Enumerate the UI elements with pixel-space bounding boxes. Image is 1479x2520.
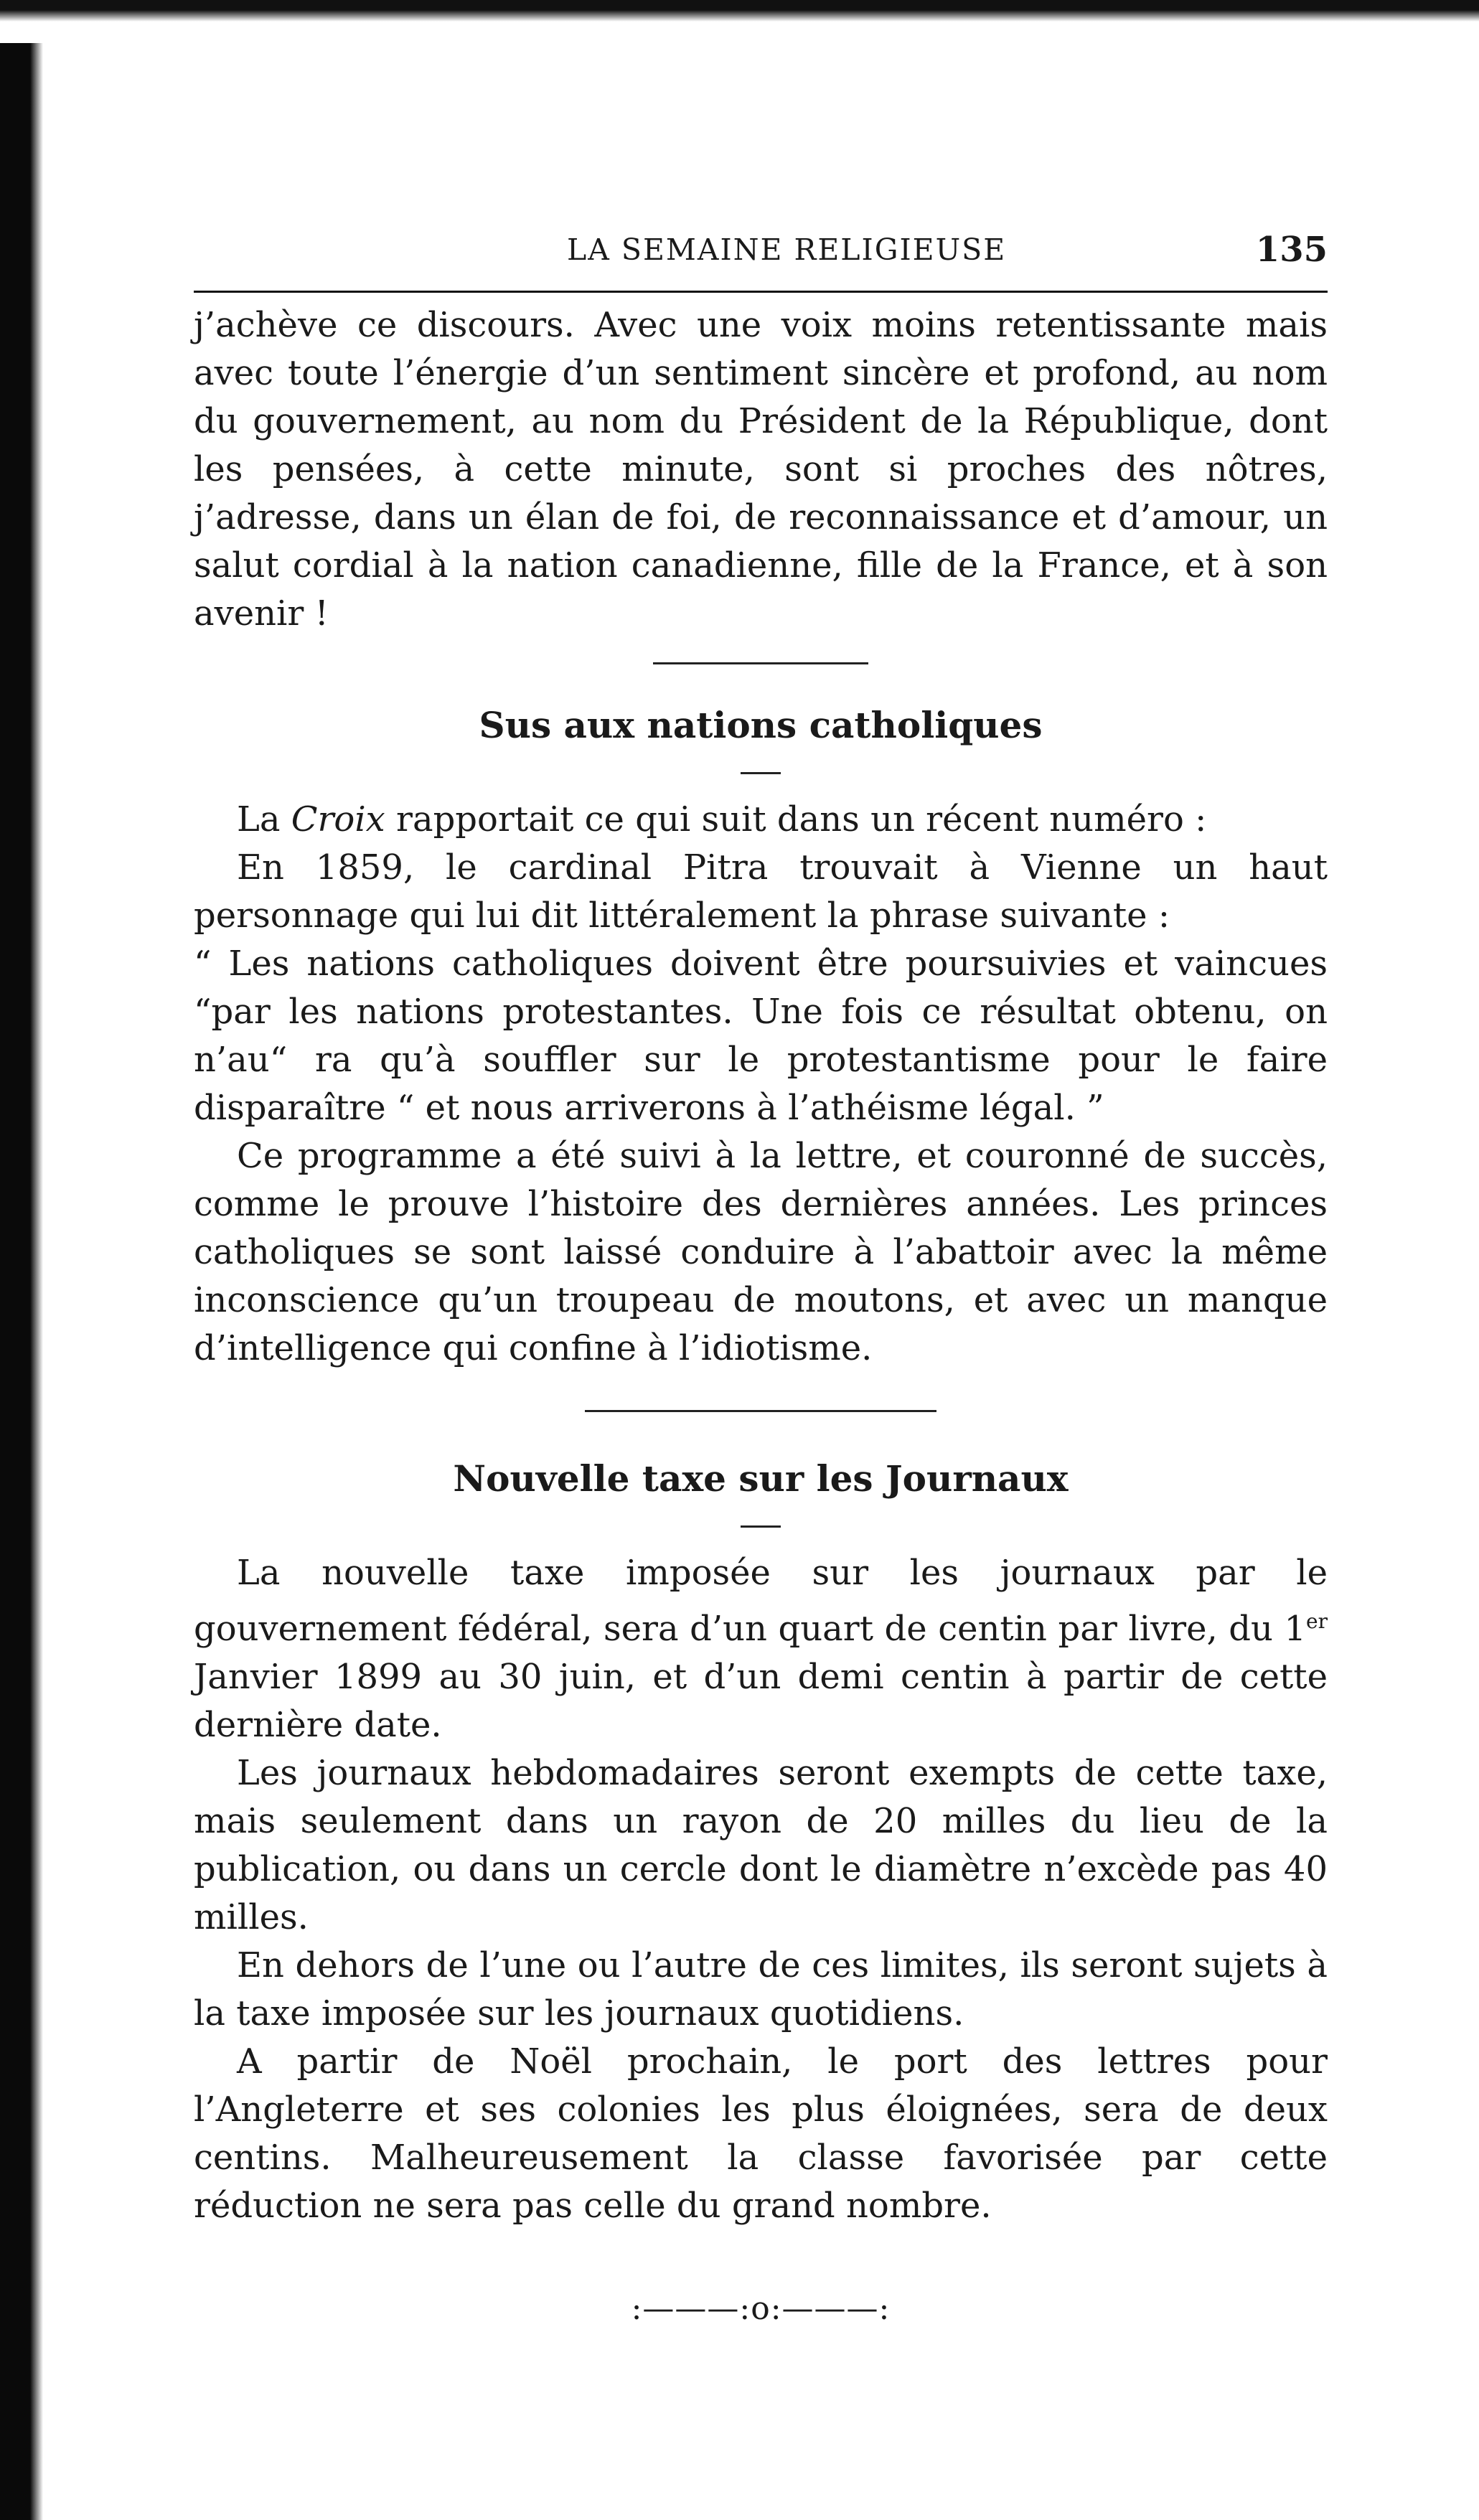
page-number: 135 bbox=[1255, 230, 1328, 270]
end-ornament: :———:o:———: bbox=[631, 2290, 891, 2327]
running-title: LA SEMAINE RELIGIEUSE bbox=[567, 232, 1007, 267]
section-title-nations-catholiques: Sus aux nations catholiques bbox=[479, 704, 1043, 746]
intro-text-start: La bbox=[237, 799, 291, 840]
tax-text-start: La nouvelle taxe imposée sur les journaux par le gouvernement fédéral, sera d’un quart de centin par livre, du 1 bbox=[194, 1553, 1328, 1649]
paragraph: Les journaux hebdomadaires seront exempts de cette taxe, mais seulement dans un rayon de 20 milles du lieu de la publication, ou dans un cercle dont le diamètre n’excède pas 40 milles. bbox=[194, 1753, 1328, 1937]
intro-paragraph bbox=[194, 796, 1328, 844]
paragraph bbox=[194, 1549, 1328, 1749]
quote-paragraph: “ Les nations catholiques doivent être poursuivies et vaincues “par les nations protestantes. Une fois ce résultat obtenu, on n’au“ ra qu’à souffler sur le protestantisme pour le faire disparaître “ et nous arriverons à l’athéisme légal. ” bbox=[194, 944, 1328, 1128]
section-separator bbox=[653, 662, 868, 664]
superscript: er bbox=[1306, 1609, 1328, 1633]
paragraph: A partir de Noël prochain, le port des lettres pour l’Angleterre et ses colonies les plus éloignées, sera de deux centins. Malheureusement la classe favorisée par cette réduction ne sera pas celle du grand nombre. bbox=[194, 2041, 1328, 2226]
page-content bbox=[194, 301, 1328, 2331]
paragraph: En 1859, le cardinal Pitra trouvait à Vienne un haut personnage qui lui dit littéralement la phrase suivante : bbox=[194, 847, 1328, 936]
title-dash bbox=[741, 1525, 781, 1528]
tax-text-end: Janvier 1899 au 30 juin, et d’un demi centin à partir de cette dernière date. bbox=[194, 1657, 1328, 1745]
paragraph: Ce programme a été suivi à la lettre, et couronné de succès, comme le prouve l’histoire des dernières années. Les princes catholiques se sont laissé conduire à l’abattoir avec la même inconscience qu’un troupeau de moutons, et avec un manque d’intelligence qui confine à l’idiotisme. bbox=[194, 1136, 1328, 1368]
book-page bbox=[194, 0, 1328, 2520]
section-separator bbox=[585, 1410, 936, 1412]
newspaper-name: Croix bbox=[291, 799, 385, 840]
paragraph: En dehors de l’une ou l’autre de ces limites, ils seront sujets à la taxe imposée sur les journaux quotidiens. bbox=[194, 1945, 1328, 2034]
title-dash bbox=[741, 772, 781, 774]
intro-text-end: rapportait ce qui suit dans un récent numéro : bbox=[385, 799, 1207, 840]
running-head bbox=[194, 228, 1328, 271]
section-title-taxe-journaux: Nouvelle taxe sur les Journaux bbox=[453, 1457, 1069, 1500]
scan-left-binding-edge bbox=[0, 43, 43, 2520]
header-rule bbox=[194, 291, 1328, 293]
continuation-paragraph: j’achève ce discours. Avec une voix moins retentissante mais avec toute l’énergie d’un sentiment sincère et profond, au nom du gouvernement, au nom du Président de la République, dont les pensées, à cette minute, sont si proches des nôtres, j’adresse, dans un élan de foi, de reconnaissance et d’amour, un salut cordial à la nation canadienne, fille de la France, et à son avenir ! bbox=[194, 305, 1328, 634]
